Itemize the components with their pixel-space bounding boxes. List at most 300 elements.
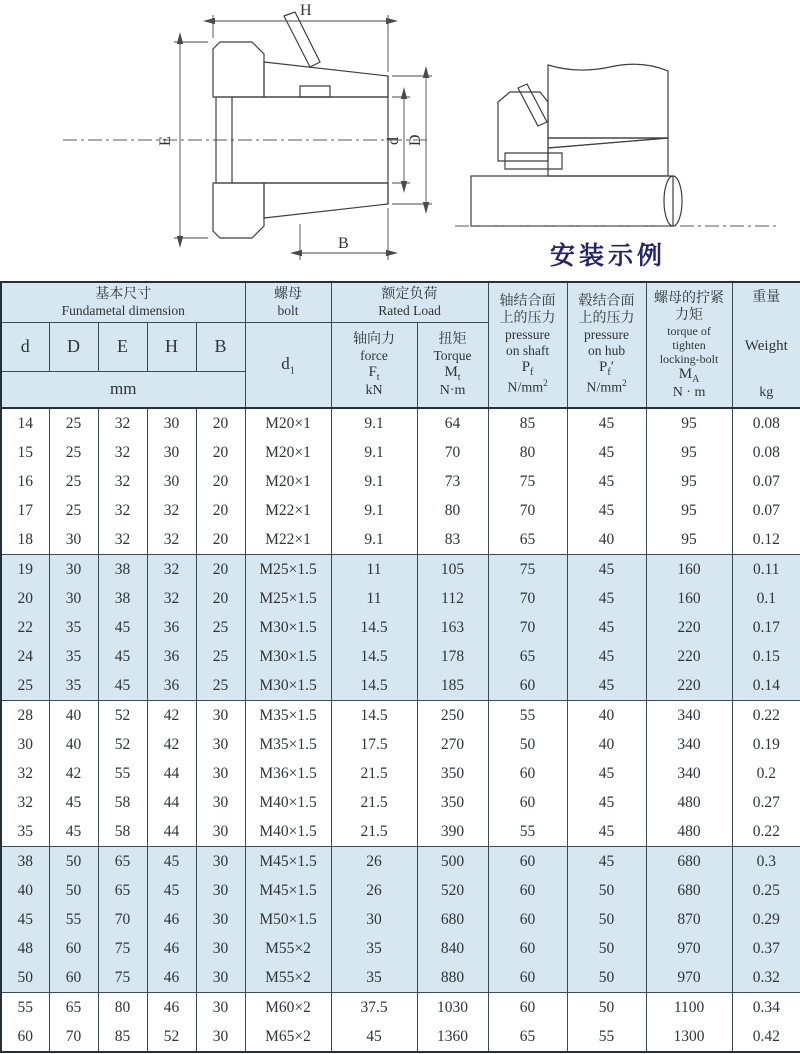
dimension-drawing	[48, 0, 443, 272]
table-row	[1, 613, 800, 642]
cell-Pf: 65	[488, 525, 567, 555]
cell-E: 75	[98, 934, 147, 963]
table-row	[1, 555, 800, 585]
cell-MA: 160	[646, 584, 732, 613]
cell-Pf2: 55	[567, 1022, 646, 1052]
cell-bolt: M60×2	[245, 993, 331, 1023]
cell-bolt: M55×2	[245, 934, 331, 963]
cell-Ft: 37.5	[331, 993, 417, 1023]
cell-D: 45	[49, 817, 98, 847]
cell-Mt: 520	[417, 876, 488, 905]
cell-Mt: 83	[417, 525, 488, 555]
cell-Ft: 17.5	[331, 730, 417, 759]
cell-d: 48	[1, 934, 49, 963]
cell-weight: 0.34	[732, 993, 800, 1023]
cell-d: 22	[1, 613, 49, 642]
cell-B: 25	[196, 613, 245, 642]
cell-B: 30	[196, 817, 245, 847]
table-row	[1, 963, 800, 993]
cell-weight: 0.19	[732, 730, 800, 759]
cell-Ft: 14.5	[331, 701, 417, 731]
cell-H: 45	[147, 847, 196, 877]
cell-H: 30	[147, 467, 196, 496]
cell-H: 36	[147, 671, 196, 701]
cell-bolt: M20×1	[245, 467, 331, 496]
cell-d: 32	[1, 788, 49, 817]
cell-Ft: 9.1	[331, 467, 417, 496]
cell-B: 30	[196, 905, 245, 934]
cell-B: 30	[196, 963, 245, 993]
cell-D: 60	[49, 934, 98, 963]
cell-Pf: 85	[488, 408, 567, 438]
cell-d: 35	[1, 817, 49, 847]
locking-tab-foot	[300, 86, 330, 97]
locking-tab	[284, 12, 320, 67]
cell-H: 46	[147, 963, 196, 993]
cell-d: 16	[1, 467, 49, 496]
cell-Pf2: 40	[567, 525, 646, 555]
cell-Pf: 60	[488, 876, 567, 905]
sleeve-bottom	[264, 183, 388, 218]
cell-Ft: 21.5	[331, 759, 417, 788]
cell-Ft: 14.5	[331, 671, 417, 701]
cell-bolt: M50×1.5	[245, 905, 331, 934]
cell-Mt: 105	[417, 555, 488, 585]
cell-Pf2: 45	[567, 642, 646, 671]
cell-weight: 0.07	[732, 496, 800, 525]
cell-Mt: 80	[417, 496, 488, 525]
cell-H: 46	[147, 934, 196, 963]
installation-drawing	[450, 14, 785, 236]
cell-d: 60	[1, 1022, 49, 1052]
cell-bolt: M45×1.5	[245, 847, 331, 877]
cell-Ft: 26	[331, 876, 417, 905]
cell-weight: 0.08	[732, 438, 800, 467]
table-row	[1, 642, 800, 671]
cell-bolt: M25×1.5	[245, 555, 331, 585]
cell-Mt: 880	[417, 963, 488, 993]
cell-Pf2: 45	[567, 759, 646, 788]
cell-bolt: M35×1.5	[245, 730, 331, 759]
table-row	[1, 993, 800, 1023]
cell-B: 30	[196, 788, 245, 817]
cell-D: 40	[49, 701, 98, 731]
table-row	[1, 759, 800, 788]
cell-Mt: 390	[417, 817, 488, 847]
cell-Pf2: 45	[567, 584, 646, 613]
cell-D: 55	[49, 905, 98, 934]
cell-H: 32	[147, 584, 196, 613]
cell-Pf2: 45	[567, 467, 646, 496]
cell-MA: 220	[646, 642, 732, 671]
cell-bolt: M30×1.5	[245, 642, 331, 671]
cell-Ft: 35	[331, 934, 417, 963]
col-header-d: d	[1, 322, 49, 371]
cell-E: 45	[98, 642, 147, 671]
cell-d: 28	[1, 701, 49, 731]
row-group	[1, 701, 800, 847]
cell-d: 40	[1, 876, 49, 905]
cell-Mt: 185	[417, 671, 488, 701]
cell-B: 25	[196, 642, 245, 671]
cell-d: 14	[1, 408, 49, 438]
cell-weight: 0.22	[732, 817, 800, 847]
dim-label-D: D	[407, 134, 424, 146]
header-weight: 重量 Weight kg	[732, 282, 800, 408]
cell-MA: 340	[646, 730, 732, 759]
cell-d: 24	[1, 642, 49, 671]
cell-bolt: M40×1.5	[245, 788, 331, 817]
cell-E: 52	[98, 701, 147, 731]
cell-H: 32	[147, 555, 196, 585]
cell-E: 45	[98, 613, 147, 642]
cell-d: 20	[1, 584, 49, 613]
cell-bolt: M55×2	[245, 963, 331, 993]
locknut-flange-bottom	[213, 183, 264, 238]
cell-E: 32	[98, 496, 147, 525]
locknut	[498, 92, 548, 161]
cell-D: 50	[49, 847, 98, 877]
cell-weight: 0.12	[732, 525, 800, 555]
cell-D: 60	[49, 963, 98, 993]
cell-D: 50	[49, 876, 98, 905]
cell-d: 55	[1, 993, 49, 1023]
locking-tab	[518, 84, 547, 126]
cell-E: 52	[98, 730, 147, 759]
cell-weight: 0.07	[732, 467, 800, 496]
cell-bolt: M22×1	[245, 496, 331, 525]
cell-B: 30	[196, 876, 245, 905]
cell-Pf2: 45	[567, 817, 646, 847]
cell-Ft: 14.5	[331, 613, 417, 642]
cell-Pf: 60	[488, 934, 567, 963]
cell-E: 45	[98, 671, 147, 701]
unit-mm: mm	[1, 371, 245, 408]
table-row	[1, 408, 800, 438]
cell-weight: 0.32	[732, 963, 800, 993]
cell-Ft: 35	[331, 963, 417, 993]
table-row	[1, 730, 800, 759]
cell-MA: 95	[646, 525, 732, 555]
cell-Mt: 178	[417, 642, 488, 671]
cell-E: 80	[98, 993, 147, 1023]
cell-D: 30	[49, 584, 98, 613]
row-group	[1, 993, 800, 1053]
row-group	[1, 408, 800, 555]
cell-weight: 0.17	[732, 613, 800, 642]
cell-weight: 0.15	[732, 642, 800, 671]
cell-B: 30	[196, 1022, 245, 1052]
col-header-H: H	[147, 322, 196, 371]
tapered-sleeve	[548, 138, 668, 176]
cell-Pf: 60	[488, 963, 567, 993]
table-row	[1, 671, 800, 701]
cell-MA: 480	[646, 788, 732, 817]
cell-Pf2: 45	[567, 438, 646, 467]
cell-d: 17	[1, 496, 49, 525]
cell-bolt: M25×1.5	[245, 584, 331, 613]
cell-Ft: 21.5	[331, 817, 417, 847]
cell-B: 25	[196, 671, 245, 701]
cell-E: 32	[98, 525, 147, 555]
cell-Pf: 60	[488, 788, 567, 817]
cell-Pf: 70	[488, 496, 567, 525]
cell-Mt: 350	[417, 788, 488, 817]
col-header-bolt-d1: $d_1$	[245, 322, 331, 408]
cell-Mt: 840	[417, 934, 488, 963]
cell-d: 45	[1, 905, 49, 934]
cell-Pf2: 40	[567, 730, 646, 759]
cell-Pf: 60	[488, 671, 567, 701]
cell-Mt: 250	[417, 701, 488, 731]
cell-Ft: 9.1	[331, 438, 417, 467]
sleeve-top	[264, 62, 388, 97]
cell-D: 40	[49, 730, 98, 759]
cell-MA: 160	[646, 555, 732, 585]
cell-Pf: 80	[488, 438, 567, 467]
cell-H: 46	[147, 993, 196, 1023]
cell-weight: 0.14	[732, 671, 800, 701]
table-row	[1, 876, 800, 905]
col-header-E: E	[98, 322, 147, 371]
cell-B: 30	[196, 993, 245, 1023]
cell-H: 44	[147, 788, 196, 817]
shaft	[471, 176, 673, 226]
cell-E: 55	[98, 759, 147, 788]
cell-d: 19	[1, 555, 49, 585]
cell-Mt: 500	[417, 847, 488, 877]
cell-Mt: 680	[417, 905, 488, 934]
cell-D: 35	[49, 613, 98, 642]
cell-D: 65	[49, 993, 98, 1023]
cell-weight: 0.1	[732, 584, 800, 613]
cell-Pf: 75	[488, 467, 567, 496]
cell-MA: 680	[646, 847, 732, 877]
cell-weight: 0.22	[732, 701, 800, 731]
cell-weight: 0.08	[732, 408, 800, 438]
cell-weight: 0.27	[732, 788, 800, 817]
cell-bolt: M35×1.5	[245, 701, 331, 731]
cell-Ft: 21.5	[331, 788, 417, 817]
cell-weight: 0.37	[732, 934, 800, 963]
cell-Pf2: 45	[567, 788, 646, 817]
cell-Mt: 163	[417, 613, 488, 642]
locknut-flange-top	[213, 42, 264, 97]
cell-Pf: 70	[488, 613, 567, 642]
col-header-B: B	[196, 322, 245, 371]
cell-D: 25	[49, 467, 98, 496]
cell-Pf: 55	[488, 701, 567, 731]
cell-Pf2: 45	[567, 671, 646, 701]
cell-Ft: 30	[331, 905, 417, 934]
cell-E: 65	[98, 847, 147, 877]
cell-bolt: M20×1	[245, 408, 331, 438]
cell-weight: 0.29	[732, 905, 800, 934]
dim-label-H: H	[300, 2, 312, 19]
cell-Pf2: 50	[567, 963, 646, 993]
cell-D: 25	[49, 438, 98, 467]
cell-bolt: M65×2	[245, 1022, 331, 1052]
cell-Pf2: 45	[567, 847, 646, 877]
cell-Mt: 1360	[417, 1022, 488, 1052]
cell-D: 70	[49, 1022, 98, 1052]
cell-B: 20	[196, 467, 245, 496]
dim-label-d: d	[385, 137, 402, 145]
cell-MA: 480	[646, 817, 732, 847]
header-pressure-shaft: 轴结合面 上的压力 pressure on shaft $P_f$ $N/mm^2$	[488, 282, 567, 408]
cell-d: 50	[1, 963, 49, 993]
header-bolt: 螺母 bolt	[245, 282, 331, 322]
cell-Ft: 45	[331, 1022, 417, 1052]
cell-B: 20	[196, 408, 245, 438]
cell-Ft: 9.1	[331, 408, 417, 438]
cell-Pf: 75	[488, 555, 567, 585]
cell-H: 30	[147, 438, 196, 467]
cell-Pf2: 45	[567, 613, 646, 642]
cell-Pf2: 45	[567, 408, 646, 438]
cell-B: 20	[196, 438, 245, 467]
cell-Pf: 60	[488, 993, 567, 1023]
table-row	[1, 496, 800, 525]
cell-MA: 95	[646, 496, 732, 525]
cell-Pf: 60	[488, 905, 567, 934]
cell-Mt: 1030	[417, 993, 488, 1023]
cell-MA: 1100	[646, 993, 732, 1023]
table-row	[1, 817, 800, 847]
spec-table	[0, 281, 800, 1053]
cell-bolt: M45×1.5	[245, 876, 331, 905]
cell-Pf: 50	[488, 730, 567, 759]
cell-Pf2: 45	[567, 496, 646, 525]
cell-weight: 0.3	[732, 847, 800, 877]
cell-Ft: 26	[331, 847, 417, 877]
cell-bolt: M40×1.5	[245, 817, 331, 847]
cell-D: 25	[49, 408, 98, 438]
hub	[548, 64, 668, 138]
cell-E: 38	[98, 555, 147, 585]
cell-MA: 220	[646, 671, 732, 701]
cell-MA: 95	[646, 467, 732, 496]
row-group	[1, 847, 800, 993]
cell-MA: 970	[646, 934, 732, 963]
cell-E: 58	[98, 788, 147, 817]
cell-D: 42	[49, 759, 98, 788]
cell-weight: 0.11	[732, 555, 800, 585]
cell-E: 75	[98, 963, 147, 993]
cell-Mt: 73	[417, 467, 488, 496]
cell-H: 36	[147, 642, 196, 671]
col-header-D: D	[49, 322, 98, 371]
cell-bolt: M20×1	[245, 438, 331, 467]
cell-H: 45	[147, 876, 196, 905]
cell-bolt: M30×1.5	[245, 613, 331, 642]
cell-E: 85	[98, 1022, 147, 1052]
cell-weight: 0.25	[732, 876, 800, 905]
table-row	[1, 584, 800, 613]
dim-label-B: B	[338, 235, 349, 252]
cell-Ft: 9.1	[331, 496, 417, 525]
cell-Pf2: 45	[567, 555, 646, 585]
table-row	[1, 847, 800, 877]
cell-D: 30	[49, 525, 98, 555]
cell-H: 42	[147, 701, 196, 731]
cell-d: 32	[1, 759, 49, 788]
cell-Pf: 65	[488, 642, 567, 671]
cell-D: 30	[49, 555, 98, 585]
col-header-torque: 扭矩 Torque $M_t$ N·m	[417, 322, 488, 408]
cell-E: 32	[98, 467, 147, 496]
table-row	[1, 788, 800, 817]
cell-B: 30	[196, 759, 245, 788]
header-basic-dimension: 基本尺寸 Fundametal dimension	[1, 282, 245, 322]
cell-Pf: 70	[488, 584, 567, 613]
cell-E: 65	[98, 876, 147, 905]
cell-H: 52	[147, 1022, 196, 1052]
cell-H: 44	[147, 759, 196, 788]
cell-d: 25	[1, 671, 49, 701]
cell-D: 35	[49, 671, 98, 701]
cell-Pf2: 50	[567, 876, 646, 905]
cell-B: 30	[196, 730, 245, 759]
cell-MA: 870	[646, 905, 732, 934]
table-row	[1, 525, 800, 555]
table-row	[1, 701, 800, 731]
cell-B: 20	[196, 584, 245, 613]
cell-E: 58	[98, 817, 147, 847]
cell-H: 46	[147, 905, 196, 934]
table-row	[1, 1022, 800, 1052]
cell-MA: 970	[646, 963, 732, 993]
cell-Ft: 14.5	[331, 642, 417, 671]
cell-Pf: 65	[488, 1022, 567, 1052]
cell-B: 20	[196, 525, 245, 555]
cell-Pf2: 50	[567, 905, 646, 934]
cell-Mt: 64	[417, 408, 488, 438]
col-header-axial-force: 轴向力 force $F_t$ kN	[331, 322, 417, 408]
cell-MA: 95	[646, 408, 732, 438]
cell-Mt: 270	[417, 730, 488, 759]
table-row	[1, 934, 800, 963]
cell-MA: 680	[646, 876, 732, 905]
cell-B: 30	[196, 847, 245, 877]
cell-bolt: M22×1	[245, 525, 331, 555]
cell-bolt: M30×1.5	[245, 671, 331, 701]
cell-Pf2: 50	[567, 993, 646, 1023]
header-tightening-torque: 螺母的拧紧 力矩 torque of tighten locking-bolt $M_A$ N · m	[646, 282, 732, 408]
table-row	[1, 905, 800, 934]
cell-D: 35	[49, 642, 98, 671]
dim-label-E: E	[157, 136, 174, 146]
cell-Pf: 55	[488, 817, 567, 847]
cell-MA: 340	[646, 759, 732, 788]
cell-B: 30	[196, 934, 245, 963]
cell-MA: 1300	[646, 1022, 732, 1052]
cell-d: 30	[1, 730, 49, 759]
cell-MA: 340	[646, 701, 732, 731]
cell-H: 30	[147, 408, 196, 438]
cell-E: 70	[98, 905, 147, 934]
cell-B: 30	[196, 701, 245, 731]
cell-H: 36	[147, 613, 196, 642]
installation-caption: 安装示例	[549, 243, 666, 270]
header-rated-load: 额定负荷 Rated Load	[331, 282, 488, 322]
cell-H: 32	[147, 496, 196, 525]
cell-D: 25	[49, 496, 98, 525]
cell-Mt: 70	[417, 438, 488, 467]
cell-Pf: 60	[488, 759, 567, 788]
cell-MA: 220	[646, 613, 732, 642]
cell-d: 18	[1, 525, 49, 555]
